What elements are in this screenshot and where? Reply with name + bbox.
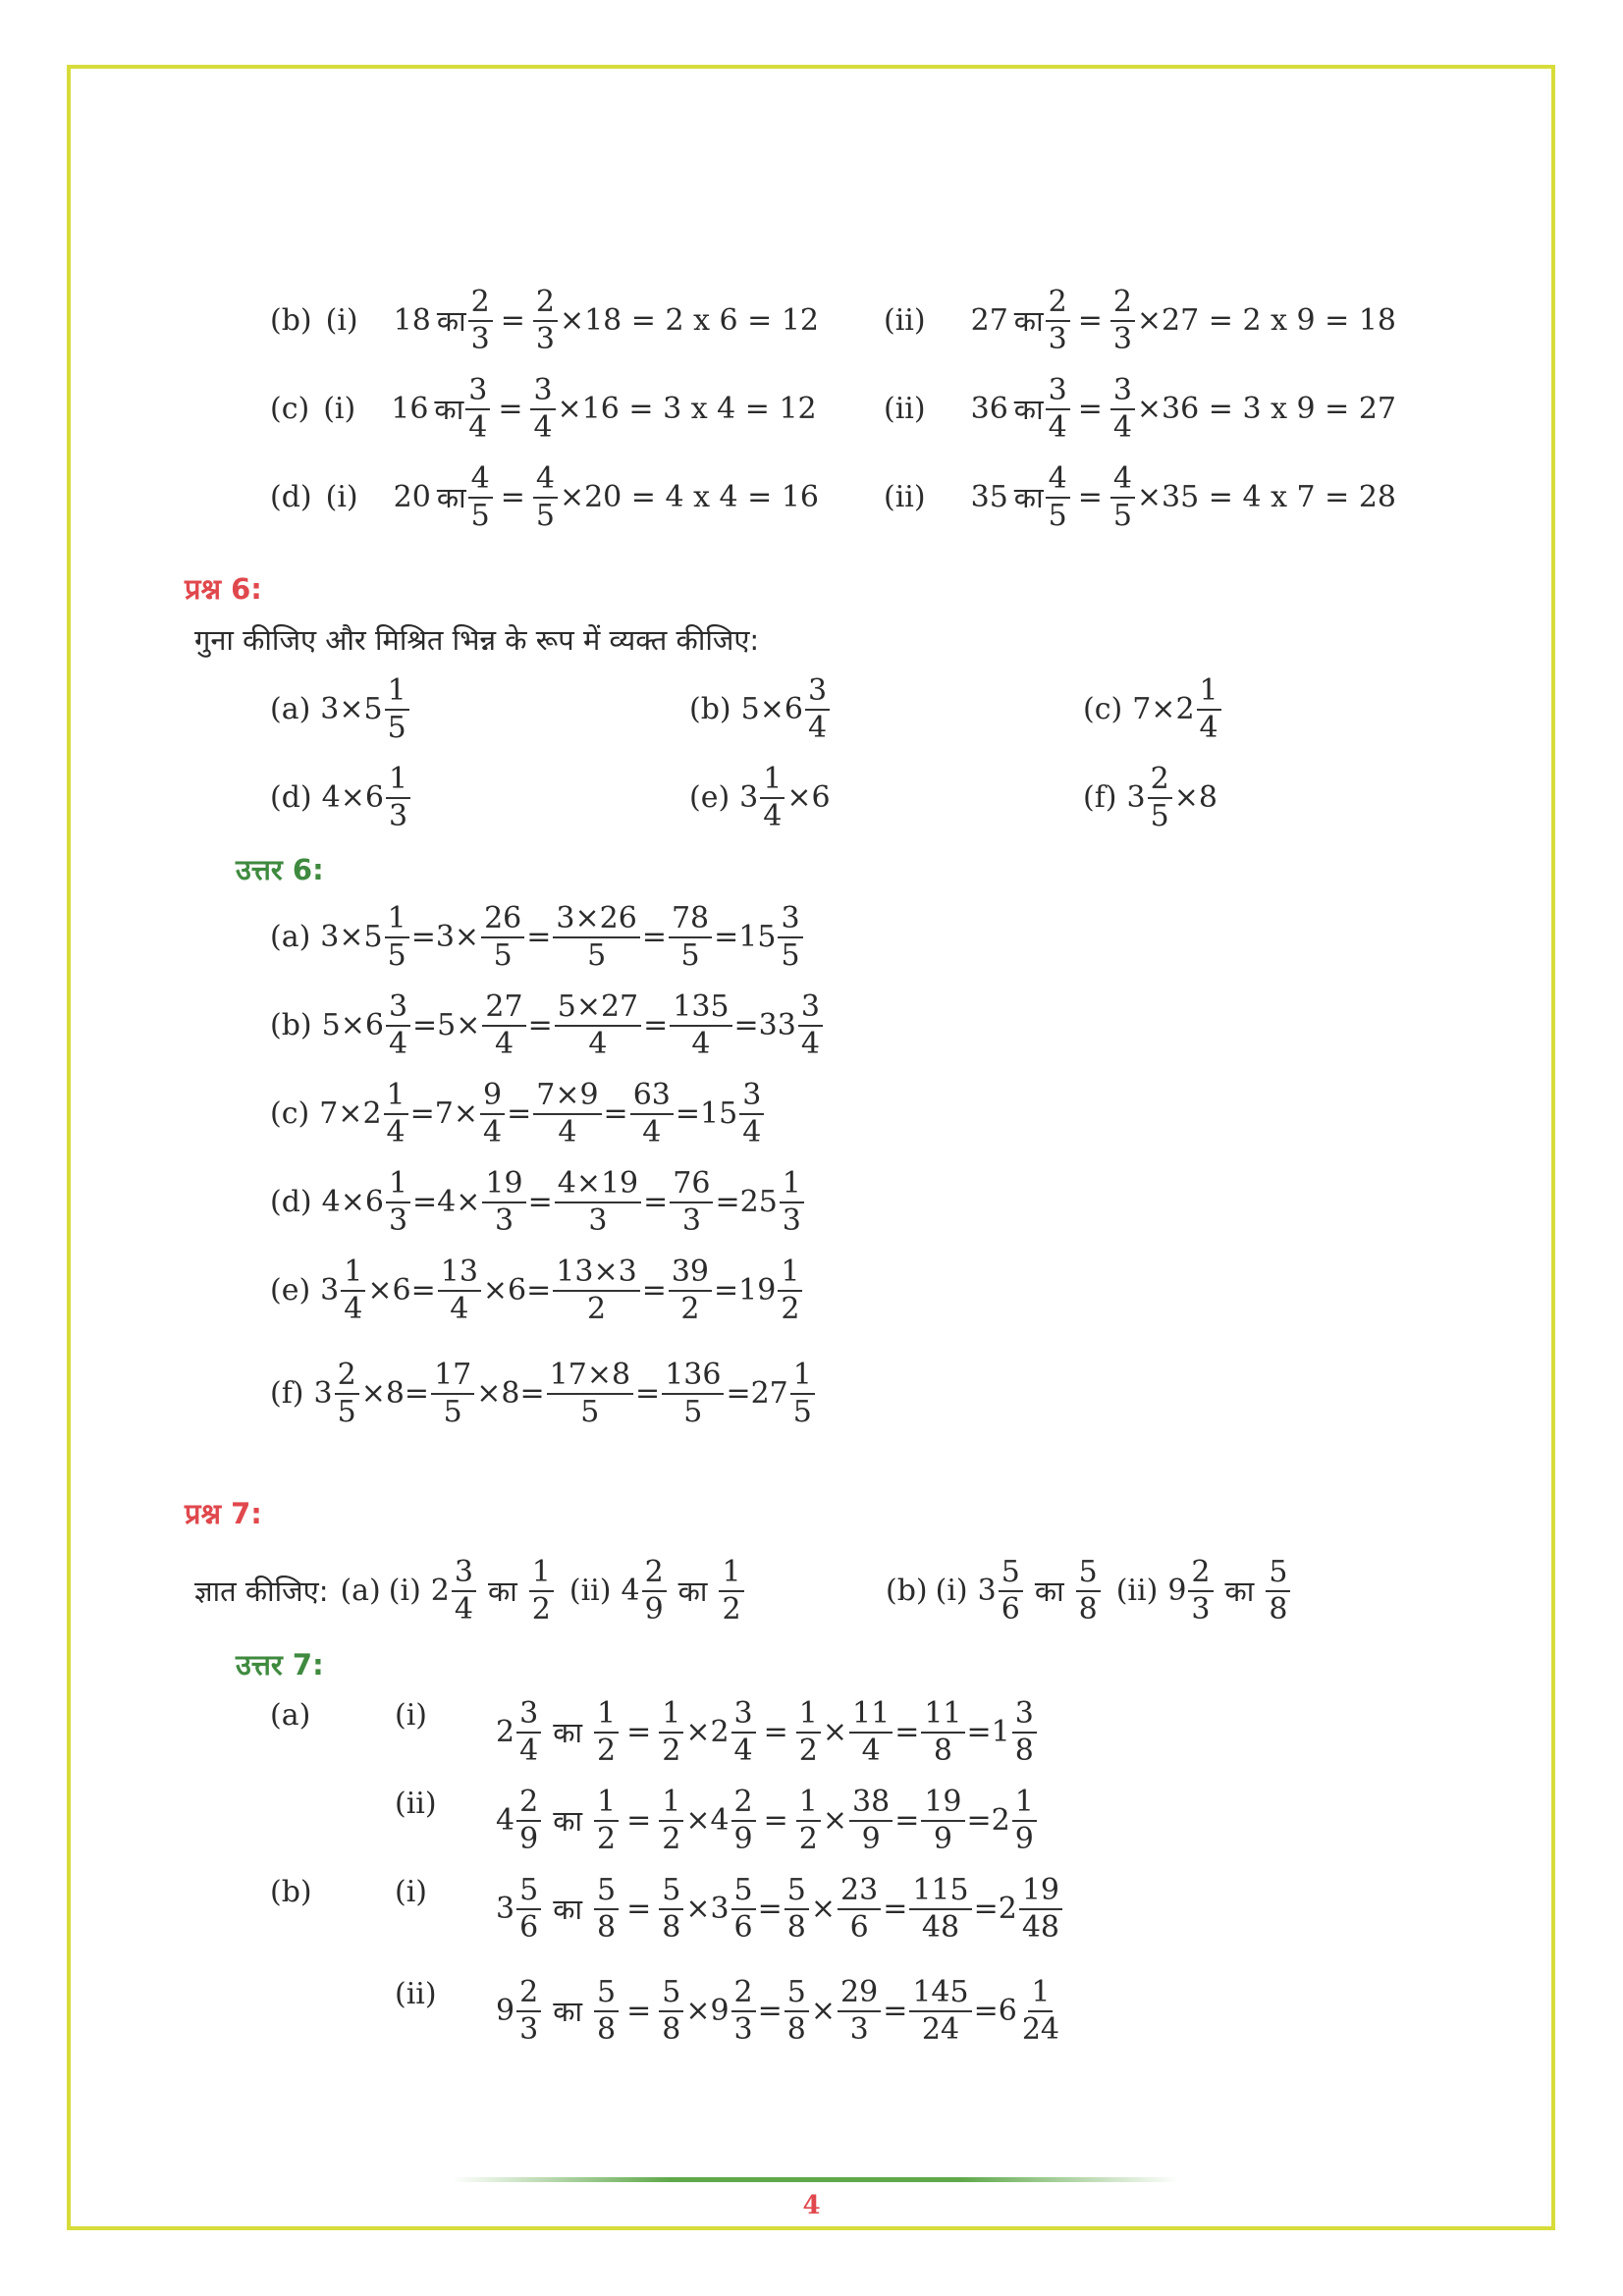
a7-a-ii-label: (ii) — [395, 1787, 437, 1821]
q5-b-i-result: ×18 = 2 x 6 = 12 — [559, 303, 820, 338]
q6-problem-e: (e) 3 $\frac{1}{4}$ ×6 — [689, 762, 831, 833]
q5-b-label: (b) — [270, 303, 312, 338]
fraction-two-thirds: $\frac{2}{3}$ — [1110, 287, 1135, 354]
q5-row-c-ii — [884, 375, 1396, 443]
q7-heading: प्रश्न 7: — [185, 1497, 262, 1530]
q6-problem-d: (d) 4×6 $\frac{1}{3}$ — [270, 764, 412, 831]
q6-problem-b: (b) 5×6 $\frac{3}{4}$ — [689, 675, 832, 743]
equals: = — [1077, 480, 1103, 514]
a7-b-ii-label: (ii) — [395, 1977, 437, 2011]
q5-b-i-number: 18 — [393, 303, 431, 338]
q5-ka: का — [1013, 393, 1044, 426]
q5-b-i-label: (i) — [325, 303, 358, 338]
fraction-two-thirds: $\frac{2}{3}$ — [533, 287, 558, 354]
footer-divider — [452, 2177, 1178, 2182]
equals: = — [498, 392, 523, 426]
fraction-three-quarters: $\frac{3}{4}$ — [465, 375, 490, 443]
q6-problem-f: (f) 3 $\frac{2}{5}$ ×8 — [1083, 762, 1217, 833]
q5-row-d — [270, 463, 819, 531]
fraction-four-fifths: $\frac{4}{5}$ — [1110, 463, 1135, 531]
q6-c-label: (c) — [1083, 692, 1123, 726]
a6-line-b: (b) 5×6 $\frac{3}{4}$ =5× $\frac{27}{4}$ = $\frac{5\times 27}{4}$ = $\frac{135}{4}$ =33 $\frac{3}{4}$ — [270, 991, 825, 1059]
equals: = — [500, 480, 525, 514]
a6-line-f: (f) 3 $\frac{2}{5}$ ×8= $\frac{17}{5}$ ×8= $\frac{17\times 8}{5}$ = $\frac{136}{5}$ =27 $\frac{1}{5}$ — [270, 1360, 817, 1427]
q7-prompt-b: (b) (i) 3 $\frac{5}{6}$ का $\frac{5}{8}$ (ii) 9 $\frac{2}{3}$ का $\frac{5}{8}$ — [886, 1557, 1292, 1625]
q5-b-ii-label: (ii) — [884, 303, 926, 338]
fraction-three-quarters: $\frac{3}{4}$ — [530, 375, 555, 443]
fraction-two-thirds: $\frac{2}{3}$ — [468, 287, 493, 354]
q5-row-b — [270, 287, 819, 354]
equals: = — [1077, 392, 1103, 426]
q5-ka: का — [434, 393, 464, 426]
q5-c-i-result: ×16 = 3 x 4 = 12 — [557, 392, 817, 426]
q5-row-b-ii — [884, 287, 1396, 354]
a6-heading: उत्तर 6: — [236, 853, 324, 886]
fraction-three-quarters: $\frac{3}{4}$ — [1046, 375, 1070, 443]
q5-b-ii-number: 27 — [970, 303, 1008, 338]
q5-row-d-ii — [884, 463, 1396, 531]
q6-e-label: (e) — [689, 780, 730, 815]
equals: = — [1077, 303, 1103, 338]
a7-a-label-row: (a) — [270, 1698, 311, 1733]
q5-ka: का — [1013, 304, 1044, 338]
q7-prompt: ज्ञात कीजिए: — [194, 1575, 329, 1608]
a7-a-i-label: (i) — [395, 1698, 428, 1733]
a6-line-e: (e) 3 $\frac{1}{4}$ ×6= $\frac{13}{4}$ ×6= $\frac{13\times 3}{2}$ = $\frac{39}{2}$ =19 $\frac{1}{2}$ — [270, 1256, 804, 1324]
q5-d-i-number: 20 — [393, 480, 431, 514]
q5-c-label: (c) — [270, 392, 310, 426]
q7-prompt-a: ज्ञात कीजिए: (a) (i) 2 $\frac{3}{4}$ का $\frac{1}{2}$ (ii) 4 $\frac{2}{9}$ का $\frac{1}{2}$ — [194, 1557, 746, 1625]
fraction-four-fifths: $\frac{4}{5}$ — [468, 463, 493, 531]
a6-line-c: (c) 7×2 $\frac{1}{4}$ =7× $\frac{9}{4}$ = $\frac{7\times 9}{4}$ = $\frac{63}{4}$ =15 $\frac{3}{4}$ — [270, 1080, 766, 1148]
a7-b-label-row: (b) — [270, 1875, 312, 1909]
q6-f-label: (f) — [1083, 780, 1117, 815]
q5-d-ii-number: 35 — [970, 480, 1008, 514]
q5-ka: का — [436, 304, 466, 338]
a7-a-ii-line: 4 $\frac{2}{9}$ का $\frac{1}{2}$ = $\frac{1}{2}$ ×4 $\frac{2}{9}$ = $\frac{1}{2}$ × $\frac{38}{9}$ = $\frac{19}{9}$ =2 $\frac{1}{9}$ — [496, 1787, 1039, 1854]
q5-b-ii-result: ×27 = 2 x 9 = 18 — [1136, 303, 1396, 338]
q5-c-ii-result: ×36 = 3 x 9 = 27 — [1136, 392, 1396, 426]
q6-problem-c: (c) 7×2 $\frac{1}{4}$ — [1083, 675, 1223, 743]
a7-a-i-line: 2 $\frac{3}{4}$ का $\frac{1}{2}$ = $\frac{1}{2}$ ×2 $\frac{3}{4}$ = $\frac{1}{2}$ × $\frac{11}{4}$ = $\frac{11}{8}$ =1 $\frac{3}{8}$ — [496, 1698, 1039, 1766]
q6-a-label: (a) — [270, 692, 311, 726]
q5-d-ii-result: ×35 = 4 x 7 = 28 — [1136, 480, 1396, 514]
page-number: 4 — [802, 2191, 821, 2220]
q5-c-ii-number: 36 — [970, 392, 1008, 426]
q5-d-ii-label: (ii) — [884, 480, 926, 514]
a6-line-d: (d) 4×6 $\frac{1}{3}$ =4× $\frac{19}{3}$ = $\frac{4\times 19}{3}$ = $\frac{76}{3}$ =25 $\frac{1}{3}$ — [270, 1168, 806, 1236]
q5-ka: का — [1013, 481, 1044, 514]
a7-b-ii-line: 9 $\frac{2}{3}$ का $\frac{5}{8}$ = $\frac{5}{8}$ ×9 $\frac{2}{3}$ = $\frac{5}{8}$ × $\frac{29}{3}$ = $\frac{145}{24}$ =6 $\frac{1}{24}$ — [496, 1975, 1060, 2047]
equals: = — [500, 303, 525, 338]
fraction-three-quarters: $\frac{3}{4}$ — [1110, 375, 1135, 443]
fraction-four-fifths: $\frac{4}{5}$ — [1046, 463, 1070, 531]
q5-d-label: (d) — [270, 480, 312, 514]
q5-row-c — [270, 375, 817, 443]
q5-d-i-result: ×20 = 4 x 4 = 16 — [559, 480, 820, 514]
q5-c-ii-label: (ii) — [884, 392, 926, 426]
a7-b-i-line: 3 $\frac{5}{6}$ का $\frac{5}{8}$ = $\frac{5}{8}$ ×3 $\frac{5}{6}$ = $\frac{5}{8}$ × $\frac{23}{6}$ = $\frac{115}{48}$ =2 $\frac{19}{48}$ — [496, 1875, 1064, 1943]
q6-problem-a: (a) 3×5 $\frac{1}{5}$ — [270, 675, 411, 743]
q6-d-label: (d) — [270, 780, 312, 815]
q6-b-label: (b) — [689, 692, 731, 726]
fraction-four-fifths: $\frac{4}{5}$ — [533, 463, 558, 531]
a7-b-i-label: (i) — [395, 1875, 428, 1909]
q5-c-i-label: (i) — [323, 392, 356, 426]
q6-heading: प्रश्न 6: — [185, 572, 262, 606]
q5-c-i-number: 16 — [391, 392, 429, 426]
a7-heading: उत्तर 7: — [236, 1648, 324, 1682]
q6-instruction: गुना कीजिए और मिश्रित भिन्न के रूप में व्यक्त कीजिए: — [194, 623, 760, 657]
q5-d-i-label: (i) — [325, 480, 358, 514]
a6-line-a: (a) 3×5 $\frac{1}{5}$ =3× $\frac{26}{5}$ = $\frac{3\times 26}{5}$ = $\frac{78}{5}$ =15 $\frac{3}{5}$ — [270, 903, 805, 971]
q5-ka: का — [436, 481, 466, 514]
fraction-two-thirds: $\frac{2}{3}$ — [1046, 287, 1070, 354]
